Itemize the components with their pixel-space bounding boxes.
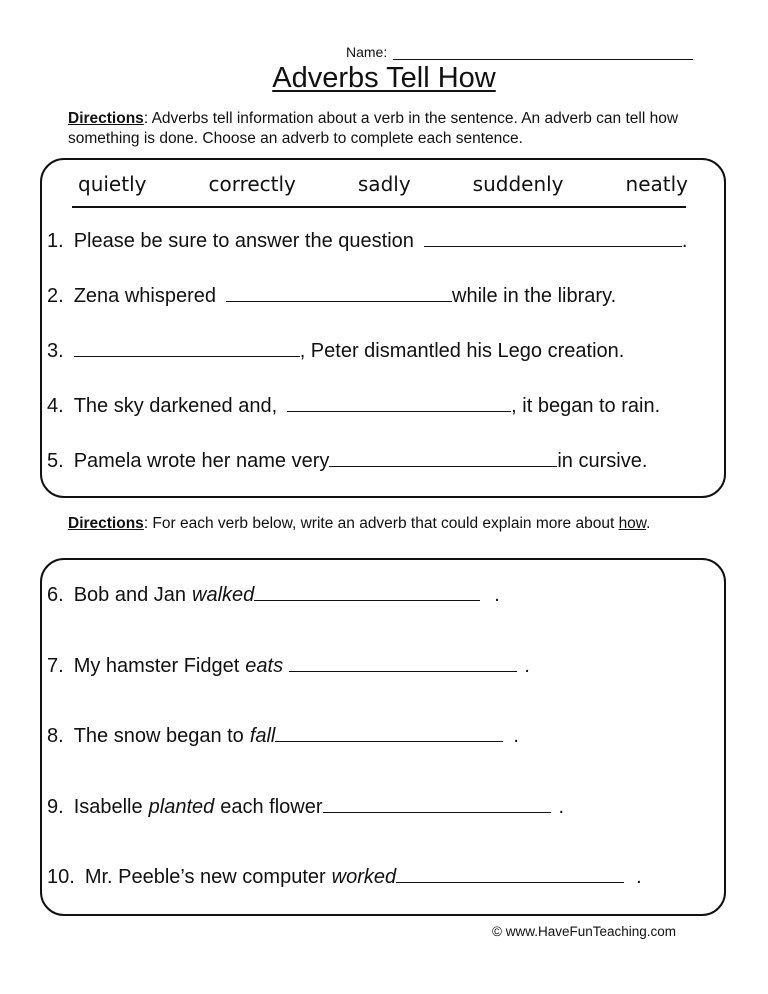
name-blank[interactable] [393,45,693,60]
sentence-number: 1. [47,230,64,252]
sentence-text: Mr. Peeble’s new computer [84,866,326,888]
directions-part2 [68,514,728,534]
sentence-number: 7. [47,655,64,677]
answer-blank[interactable] [424,226,682,247]
sentence-text: Please be sure to answer the question [73,230,414,252]
word-bank-item: quietly [78,172,147,196]
sentence-number: 4. [47,395,64,417]
directions-lead: Directions [68,515,144,532]
word-bank-underline [72,206,686,208]
sentence-end: , it began to rain. [511,395,661,417]
sentence-end: . [558,796,565,818]
sentence-9 [47,792,564,820]
sentence-text: The sky darkened and, [73,395,278,417]
sentence-3 [47,336,624,364]
sentence-7 [47,651,531,679]
answer-blank[interactable] [254,580,480,601]
directions-text: : For each verb below, write an adverb that could explain more about [143,515,619,532]
directions-how: how [618,515,647,532]
sentence-end: in cursive. [557,450,648,472]
sentence-end: while in the library. [452,285,617,307]
answer-blank[interactable] [289,651,517,672]
sentence-text: Zena whispered [73,285,216,307]
sentence-text: My hamster Fidget [73,655,240,677]
word-bank-item: correctly [208,172,296,196]
answer-blank[interactable] [323,792,551,813]
sentence-end: . [636,866,642,888]
sentence-text: Bob and Jan [73,584,187,606]
sentence-text-rest: each flower [220,796,323,818]
answer-blank[interactable] [74,336,300,357]
word-bank-item: suddenly [472,172,564,196]
sentence-6 [47,580,500,608]
directions-lead: Directions [68,110,144,127]
sentence-text: Pamela wrote her name very [73,450,330,472]
directions-end: . [646,515,651,532]
sentence-8 [47,721,519,749]
name-label: Name: [346,44,388,60]
answer-blank[interactable] [287,391,511,412]
sentence-end: . [681,230,688,252]
worksheet-title: Adverbs Tell How [272,62,496,94]
copyright-footer: © www.HaveFunTeaching.com [492,924,677,939]
sentence-text: The snow began to [73,725,244,747]
sentence-4 [47,391,660,419]
sentence-number: 6. [47,584,64,606]
sentence-number: 5. [47,450,64,472]
sentence-end: , Peter dismantled his Lego creation. [299,340,625,362]
word-bank-item: sadly [357,172,411,196]
sentence-end: . [513,725,519,747]
sentence-number: 3. [47,340,64,362]
verb: worked [331,866,397,888]
answer-blank[interactable] [329,446,557,467]
verb: planted [148,796,215,818]
word-bank-item: neatly [625,172,688,196]
sentence-number: 8. [47,725,64,747]
verb: eats [245,655,284,677]
name-field [346,44,693,60]
sentence-number: 2. [47,285,64,307]
answer-blank[interactable] [275,721,503,742]
verb: walked [192,584,255,606]
sentence-end: . [494,584,500,606]
answer-blank[interactable] [226,281,452,302]
verb: fall [249,725,276,747]
sentence-5 [47,446,647,474]
directions-part1 [68,109,728,149]
sentence-number: 9. [47,796,64,818]
sentence-text: Isabelle [73,796,143,818]
directions-text: : Adverbs tell information about a verb in the sentence. An adverb can tell how something is done. Choose an adverb to complete each sentence. [68,110,679,147]
sentence-1 [47,226,687,254]
sentence-2 [47,281,616,309]
sentence-end: . [525,655,531,677]
answer-blank[interactable] [396,862,624,883]
sentence-number: 10. [47,866,75,888]
sentence-10 [47,862,642,890]
word-bank [78,172,688,196]
